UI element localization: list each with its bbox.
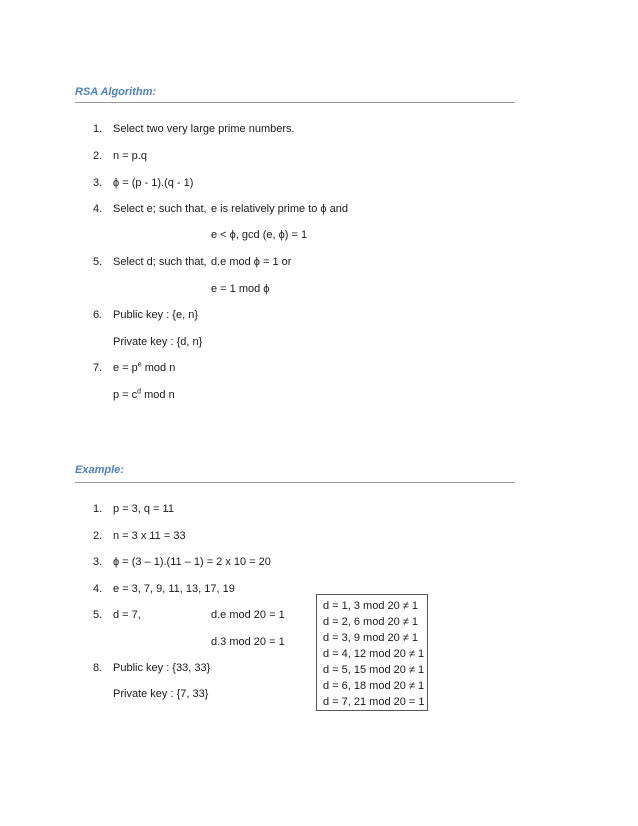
step-text: n = 3 x 11 = 33	[113, 530, 186, 542]
private-key-text: Private key : {7, 33}	[113, 688, 209, 700]
step-number: 4.	[93, 203, 103, 215]
computation-row: d = 7, 21 mod 20 = 1	[323, 696, 425, 708]
section-heading-example: Example:	[75, 464, 124, 476]
step-number: 2.	[93, 530, 103, 542]
step-number: 5.	[93, 609, 103, 621]
step-number: 7.	[93, 362, 103, 374]
heading-rule	[75, 482, 515, 483]
step-text: Select two very large prime numbers.	[113, 123, 295, 135]
computation-row: d = 1, 3 mod 20 ≠ 1	[323, 600, 419, 612]
step-number: 3.	[93, 556, 103, 568]
step-text: e = 3, 7, 9, 11, 13, 17, 19	[113, 583, 235, 595]
step-condition: d.3 mod 20 = 1	[211, 636, 285, 648]
step-text: Select d; such that,	[113, 256, 207, 268]
heading-rule	[75, 102, 515, 103]
public-key-text: Public key : {e, n}	[113, 309, 198, 321]
step-number: 6.	[93, 309, 103, 321]
step-text: d = 7,	[113, 609, 141, 621]
private-key-text: Private key : {d, n}	[113, 336, 203, 348]
decrypt-formula: $p = c^d$ mod n	[113, 388, 175, 401]
step-number: 2.	[93, 150, 103, 162]
step-text: ϕ = (p - 1).(q - 1)	[113, 177, 194, 189]
step-number: 3.	[93, 177, 103, 189]
step-text: Select e; such that,	[113, 203, 207, 215]
encrypt-formula: $e = p^e$ mod n	[113, 361, 176, 374]
computation-row: d = 5, 15 mod 20 ≠ 1	[323, 664, 425, 676]
public-key-text: Public key : {33, 33}	[113, 662, 211, 674]
computation-row: d = 3, 9 mod 20 ≠ 1	[323, 632, 419, 644]
computation-row: d = 6, 18 mod 20 ≠ 1	[323, 680, 425, 692]
step-condition: e = 1 mod ϕ	[211, 283, 270, 295]
step-number: 5.	[93, 256, 103, 268]
step-number: 1.	[93, 503, 103, 515]
step-text: p = 3, q = 11	[113, 503, 174, 515]
step-condition: e is relatively prime to ϕ and	[211, 203, 348, 215]
section-heading-rsa: RSA Algorithm:	[75, 86, 157, 98]
step-condition: d.e mod ϕ = 1 or	[211, 256, 292, 268]
computation-row: d = 4, 12 mod 20 ≠ 1	[323, 648, 425, 660]
step-number: 1.	[93, 123, 103, 135]
d-computation-box	[316, 594, 428, 711]
step-text: ϕ = (3 – 1).(11 – 1) = 2 x 10 = 20	[113, 556, 271, 568]
computation-row: d = 2, 6 mod 20 ≠ 1	[323, 616, 419, 628]
step-condition: e < ϕ, gcd (e, ϕ) = 1	[211, 229, 308, 241]
step-text: n = p.q	[113, 150, 147, 162]
step-number: 4.	[93, 583, 103, 595]
step-number: 8.	[93, 662, 103, 674]
step-condition: d.e mod 20 = 1	[211, 609, 285, 621]
